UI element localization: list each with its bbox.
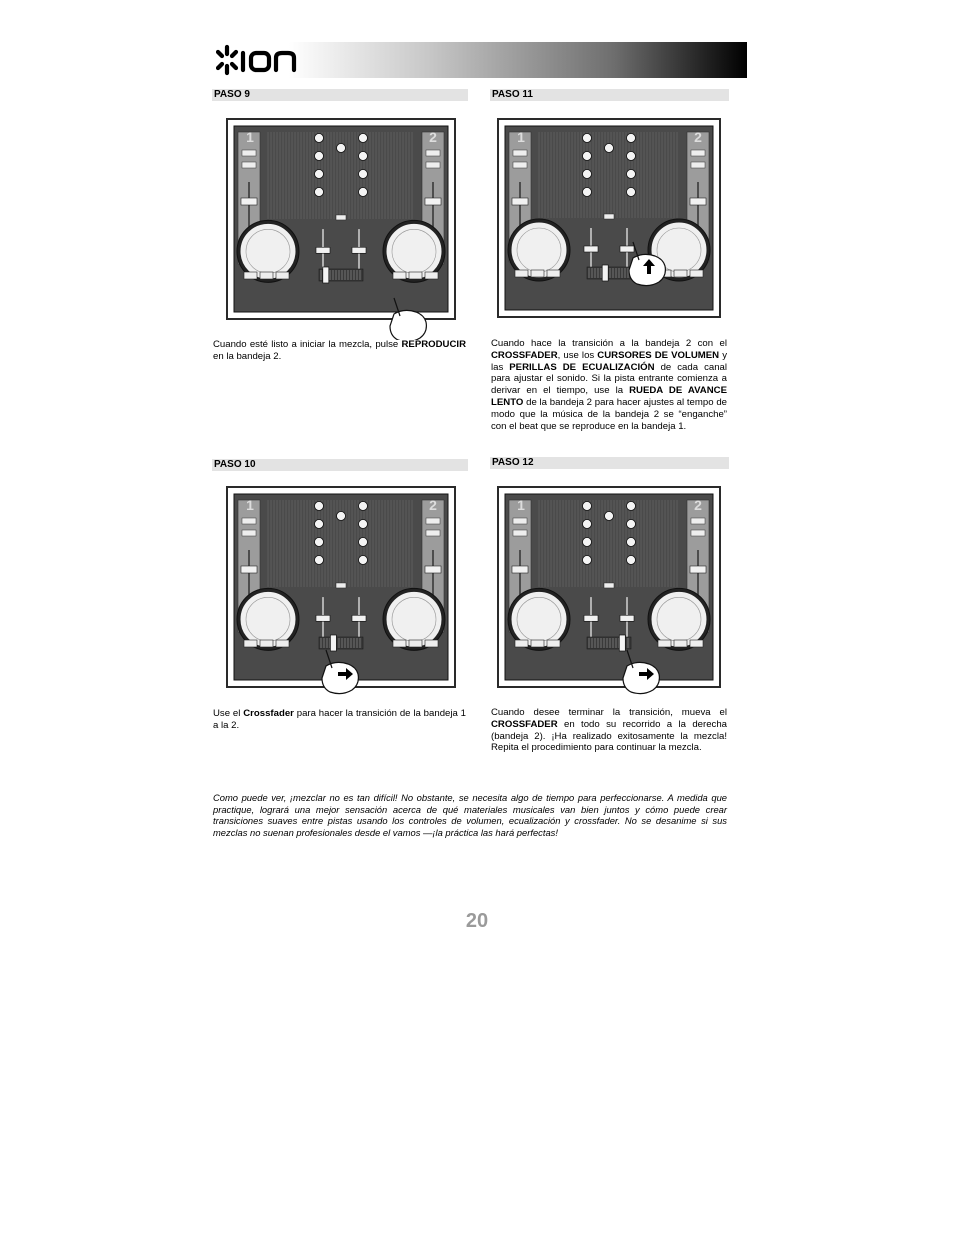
transport-button-deck-1	[276, 272, 289, 279]
volume-fader-thumb	[352, 247, 366, 253]
deck-button	[242, 150, 256, 156]
deck-button	[513, 530, 527, 536]
volume-fader-thumb	[316, 247, 330, 253]
deck-button	[691, 150, 705, 156]
pointing-hand-icon	[390, 310, 426, 340]
step-text-paso-10	[213, 708, 466, 732]
deck-button	[426, 530, 440, 536]
transport-button-deck-2	[409, 640, 422, 647]
page-number: 20	[465, 910, 489, 932]
transport-button-deck-2	[393, 272, 406, 279]
step-text-run: de cada canal para ajustar el sonido. Si la pista entrante comienza a derivar en el tiempo, use la	[491, 361, 727, 397]
ion-logo	[216, 44, 306, 76]
crossfader-thumb	[330, 635, 336, 651]
step-text-run: Crossfader	[243, 708, 294, 719]
step-text-paso-9	[213, 339, 466, 363]
dj-controller-illustration-paso-12	[497, 486, 725, 700]
eq-knob	[315, 556, 324, 565]
transport-button-deck-1	[260, 640, 273, 647]
pitch-slider-thumb	[690, 198, 706, 205]
svg-text:ION: ION	[216, 44, 218, 45]
deck-button	[426, 162, 440, 168]
eq-knob	[627, 520, 636, 529]
eq-knob	[627, 188, 636, 197]
eq-knob	[359, 502, 368, 511]
volume-fader-thumb	[584, 615, 598, 621]
deck-button	[691, 530, 705, 536]
step-text-run: de la bandeja 2 para hacer ajustes al tempo de modo que la música de la bandeja 2 se “enganche” con el beat que se reproduce en la bandeja 1.	[491, 396, 727, 432]
eq-knob	[583, 556, 592, 565]
hand-right-arrow-icon	[322, 662, 358, 693]
step-text-run: CROSSFADER	[491, 349, 558, 361]
jog-wheel-deck-2	[386, 223, 442, 279]
step-text-run: RUEDA DE AVANCE LENTO	[491, 385, 727, 408]
deck-button	[242, 530, 256, 536]
jog-wheel-deck-1	[240, 591, 296, 647]
deck-number-1: 1	[246, 497, 254, 513]
master-knob	[605, 512, 614, 521]
master-knob	[337, 512, 346, 521]
pitch-slider-thumb	[690, 566, 706, 573]
crossfader-track	[319, 637, 363, 649]
eq-knob	[359, 152, 368, 161]
deck-button	[242, 162, 256, 168]
deck-button	[426, 150, 440, 156]
transport-button-deck-2	[393, 640, 406, 647]
deck-number-2: 2	[694, 129, 702, 145]
volume-fader-thumb	[620, 615, 634, 621]
deck-button	[513, 162, 527, 168]
eq-knob	[315, 538, 324, 547]
step-header-paso-10: PASO 10	[212, 459, 468, 471]
jog-wheel-deck-2	[651, 591, 707, 647]
volume-fader-thumb	[352, 615, 366, 621]
deck-button	[513, 518, 527, 524]
transport-button-deck-1	[547, 270, 560, 277]
step-header-paso-9: PASO 9	[212, 89, 468, 101]
deck-number-1: 1	[246, 129, 254, 145]
eq-knob	[315, 152, 324, 161]
step-text-run: Cuando esté listo a iniciar la mezcla, pulse	[213, 339, 402, 350]
eq-knob	[359, 520, 368, 529]
step-text-run: en la bandeja 2.	[213, 350, 282, 362]
jog-wheel-deck-1	[511, 591, 567, 647]
transport-button-deck-2	[674, 270, 687, 277]
pitch-slider-thumb	[425, 566, 441, 573]
eq-knob	[315, 134, 324, 143]
transport-button-deck-1	[515, 270, 528, 277]
step-text-run: para hacer la transición de la bandeja 1 a la 2.	[213, 708, 467, 731]
pitch-slider-thumb	[512, 198, 528, 205]
transport-button-deck-2	[690, 270, 703, 277]
eq-knob	[359, 538, 368, 547]
eq-knob	[627, 152, 636, 161]
jog-wheel-deck-2	[386, 591, 442, 647]
eq-knob	[315, 170, 324, 179]
crossfader-thumb	[602, 265, 608, 281]
center-button	[336, 583, 346, 588]
crossfader-track	[587, 267, 631, 279]
eq-knob	[583, 152, 592, 161]
eq-knob	[583, 134, 592, 143]
transport-button-deck-1	[515, 640, 528, 647]
crossfader-thumb	[619, 635, 625, 651]
step-text-run: PERILLAS DE ECUALIZACIÓN	[509, 361, 655, 373]
eq-knob	[583, 188, 592, 197]
transport-button-deck-2	[674, 640, 687, 647]
volume-fader-thumb	[316, 615, 330, 621]
transport-button-deck-2	[425, 272, 438, 279]
eq-knob	[627, 556, 636, 565]
step-text-run: y las	[491, 349, 727, 373]
step-text-run: Cuando desee terminar la transición, mueva el	[491, 707, 727, 718]
step-text-run: , use los	[557, 349, 598, 361]
step-text-run: Use el	[213, 708, 244, 719]
deck-number-1: 1	[517, 497, 525, 513]
jog-wheel-deck-1	[511, 222, 567, 278]
eq-knob	[583, 502, 592, 511]
eq-knob	[627, 538, 636, 547]
step-header-paso-11: PASO 11	[490, 89, 729, 101]
transport-button-deck-1	[244, 640, 257, 647]
deck-button	[691, 518, 705, 524]
eq-knob	[359, 556, 368, 565]
step-text-run: en todo su recorrido a la derecha (bandeja 2). ¡Ha realizado exitosamente la mezcla! Repita el procedimiento para continuar la mezcla.	[491, 718, 727, 754]
center-button	[336, 215, 346, 220]
eq-knob	[359, 134, 368, 143]
eq-knob	[359, 188, 368, 197]
step-text-run: Cuando hace la transición a la bandeja 2 con el	[491, 338, 727, 349]
transport-button-deck-1	[547, 640, 560, 647]
deck-button	[242, 518, 256, 524]
pitch-slider-thumb	[425, 198, 441, 205]
master-knob	[605, 144, 614, 153]
transport-button-deck-2	[690, 640, 703, 647]
volume-fader-thumb	[620, 246, 634, 252]
master-knob	[337, 144, 346, 153]
volume-fader-thumb	[584, 246, 598, 252]
step-header-paso-12: PASO 12	[490, 457, 729, 469]
eq-knob	[315, 502, 324, 511]
eq-knob	[627, 502, 636, 511]
pitch-slider-thumb	[241, 566, 257, 573]
jog-wheel-deck-1	[240, 223, 296, 279]
dj-controller-illustration-paso-11	[497, 118, 725, 320]
eq-knob	[627, 170, 636, 179]
center-button	[604, 583, 614, 588]
deck-number-2: 2	[694, 497, 702, 513]
crossfader-thumb	[323, 267, 329, 283]
transport-button-deck-1	[260, 272, 273, 279]
deck-number-2: 2	[429, 497, 437, 513]
hand-right-arrow-icon	[623, 662, 659, 693]
deck-button	[426, 518, 440, 524]
eq-knob	[315, 520, 324, 529]
step-text-paso-11	[491, 338, 727, 432]
deck-button	[513, 150, 527, 156]
deck-button	[691, 162, 705, 168]
eq-knob	[359, 170, 368, 179]
eq-knob	[627, 134, 636, 143]
center-button	[604, 214, 614, 219]
step-text-paso-12	[491, 707, 727, 754]
transport-button-deck-2	[425, 640, 438, 647]
step-text-run: CROSSFADER	[491, 718, 558, 730]
dj-controller-illustration-paso-10	[226, 486, 456, 696]
step-text-run: REPRODUCIR	[401, 339, 466, 350]
transport-button-deck-1	[276, 640, 289, 647]
eq-knob	[315, 188, 324, 197]
transport-button-deck-2	[658, 640, 671, 647]
dj-controller-illustration-paso-9	[226, 118, 456, 340]
eq-knob	[583, 538, 592, 547]
transport-button-deck-1	[531, 640, 544, 647]
eq-knob	[583, 520, 592, 529]
pitch-slider-thumb	[241, 198, 257, 205]
transport-button-deck-2	[409, 272, 422, 279]
transport-button-deck-1	[531, 270, 544, 277]
deck-number-2: 2	[429, 129, 437, 145]
step-text-run: CURSORES DE VOLUMEN	[597, 349, 720, 361]
deck-number-1: 1	[517, 129, 525, 145]
transport-button-deck-1	[244, 272, 257, 279]
closing-note: Como puede ver, ¡mezclar no es tan difícil! No obstante, se necesita algo de tiempo para perfeccionarse. A medida que practique, logrará una mejor sensación acerca de qué materiales musicales van bien juntos y cómo puede crear transiciones suaves entre pistas usando los controles de volumen, ecualización y crossfader. No se desanime si sus mezclas no suenan profesionales desde el vamos —¡la práctica las hará perfectas!	[213, 792, 727, 838]
eq-knob	[583, 170, 592, 179]
pitch-slider-thumb	[512, 566, 528, 573]
